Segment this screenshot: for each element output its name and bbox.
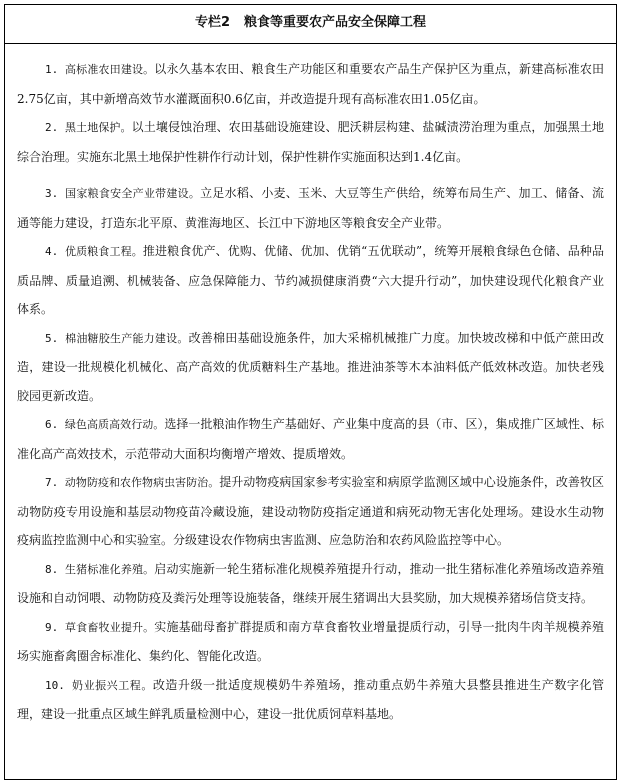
- list-item: [17, 179, 604, 237]
- item-body: 改造升级一批适度规模奶牛养殖场，推动重点奶牛养殖大县整县推进生产数字化管理，建设一批重点区域生鲜乳质量检测中心，建设一批优质饲草料基地。: [17, 677, 604, 721]
- item-heading: 2. 黑土地保护。: [45, 121, 132, 134]
- box-content: [5, 44, 616, 729]
- item-heading: 10. 奶业振兴工程。: [45, 678, 153, 692]
- list-item: [17, 671, 604, 729]
- box-title-text: 粮食等重要农产品安全保障工程: [244, 15, 427, 30]
- item-body: 实施基础母畜扩群提质和南方草食畜牧业增量提质行动，引导一批肉牛肉羊规模养殖场实施畜禽圈舍标准化、集约化、智能化改造。: [17, 619, 604, 663]
- item-heading: 5. 棉油糖胶生产能力建设。: [45, 331, 189, 345]
- item-body: 提升动物疫病国家参考实验室和病原学监测区域中心设施条件，改善牧区动物防疫专用设施和基层动物疫苗冷藏设施，建设动物防疫指定通道和病死动物无害化处理场。建设水生动物疫病监控监测中心和实验室。分级建设农作物病虫害监测、应急防治和农药风险监控等中心。: [17, 475, 604, 547]
- feature-box: [4, 4, 617, 780]
- item-body: 改善棉田基础设施条件，加大采棉机械推广力度。加快坡改梯和中低产蔗田改造，建设一批规模化机械化、高产高效的优质糖料生产基地。推进油茶等木本油料低产低效林改造。加快老残胶园更新改造。: [17, 330, 604, 403]
- item-heading: 7. 动物防疫和农作物病虫害防治。: [45, 476, 220, 489]
- list-item: [17, 613, 604, 671]
- item-body: 启动实施新一轮生猪标准化规模养殖提升行动，推动一批生猪标准化养殖场改造养殖设施和自动饲喂、动物防疫及粪污处理等设施装备，继续开展生猪调出大县奖励，加大规模养猪场信贷支持。: [17, 561, 604, 605]
- item-heading: 3. 国家粮食安全产业带建设。: [45, 187, 201, 200]
- item-body: 以永久基本农田、粮食生产功能区和重要农产品生产保护区为重点，新建高标准农田2.75亿亩，其中新增高效节水灌溉面积0.6亿亩，并改造提升现有高标准农田1.05亿亩。: [17, 62, 604, 106]
- item-heading: 6. 绿色高质高效行动。: [45, 418, 165, 431]
- item-body: 立足水稻、小麦、玉米、大豆等生产供给，统筹布局生产、加工、储备、流通等能力建设，打造东北平原、黄淮海地区、长江中下游地区等粮食安全产业带。: [17, 186, 604, 230]
- list-item: [17, 324, 604, 411]
- box-title-label: 专栏2: [194, 15, 231, 30]
- list-item: [17, 237, 604, 324]
- list-item: [17, 113, 604, 171]
- list-item: [17, 410, 604, 468]
- item-body: 选择一批粮油作物生产基础好、产业集中度高的县（市、区），集成推广区域性、标准化高产高效技术，示范带动大面积均衡增产增效、提质增效。: [17, 417, 604, 461]
- spacer: [17, 171, 604, 179]
- item-heading: 9. 草食畜牧业提升。: [45, 620, 155, 634]
- item-heading: 1. 高标准农田建设。: [45, 63, 155, 76]
- item-heading: 4. 优质粮食工程。: [45, 245, 143, 258]
- item-body: 推进粮食优产、优购、优储、优加、优销“五优联动”，统筹开展粮食绿色仓储、品种品质品牌、质量追溯、机械装备、应急保障能力、节约减损健康消费“六大提升行动”，加快建设现代化粮食产业体系。: [17, 244, 604, 316]
- item-heading: 8. 生猪标准化养殖。: [45, 562, 155, 576]
- list-item: [17, 468, 604, 555]
- item-body: 以土壤侵蚀治理、农田基础设施建设、肥沃耕层构建、盐碱渍涝治理为重点，加强黑土地综合治理。实施东北黑土地保护性耕作行动计划，保护性耕作实施面积达到1.4亿亩。: [17, 120, 604, 164]
- list-item: [17, 55, 604, 113]
- box-title: [5, 5, 616, 44]
- list-item: [17, 555, 604, 613]
